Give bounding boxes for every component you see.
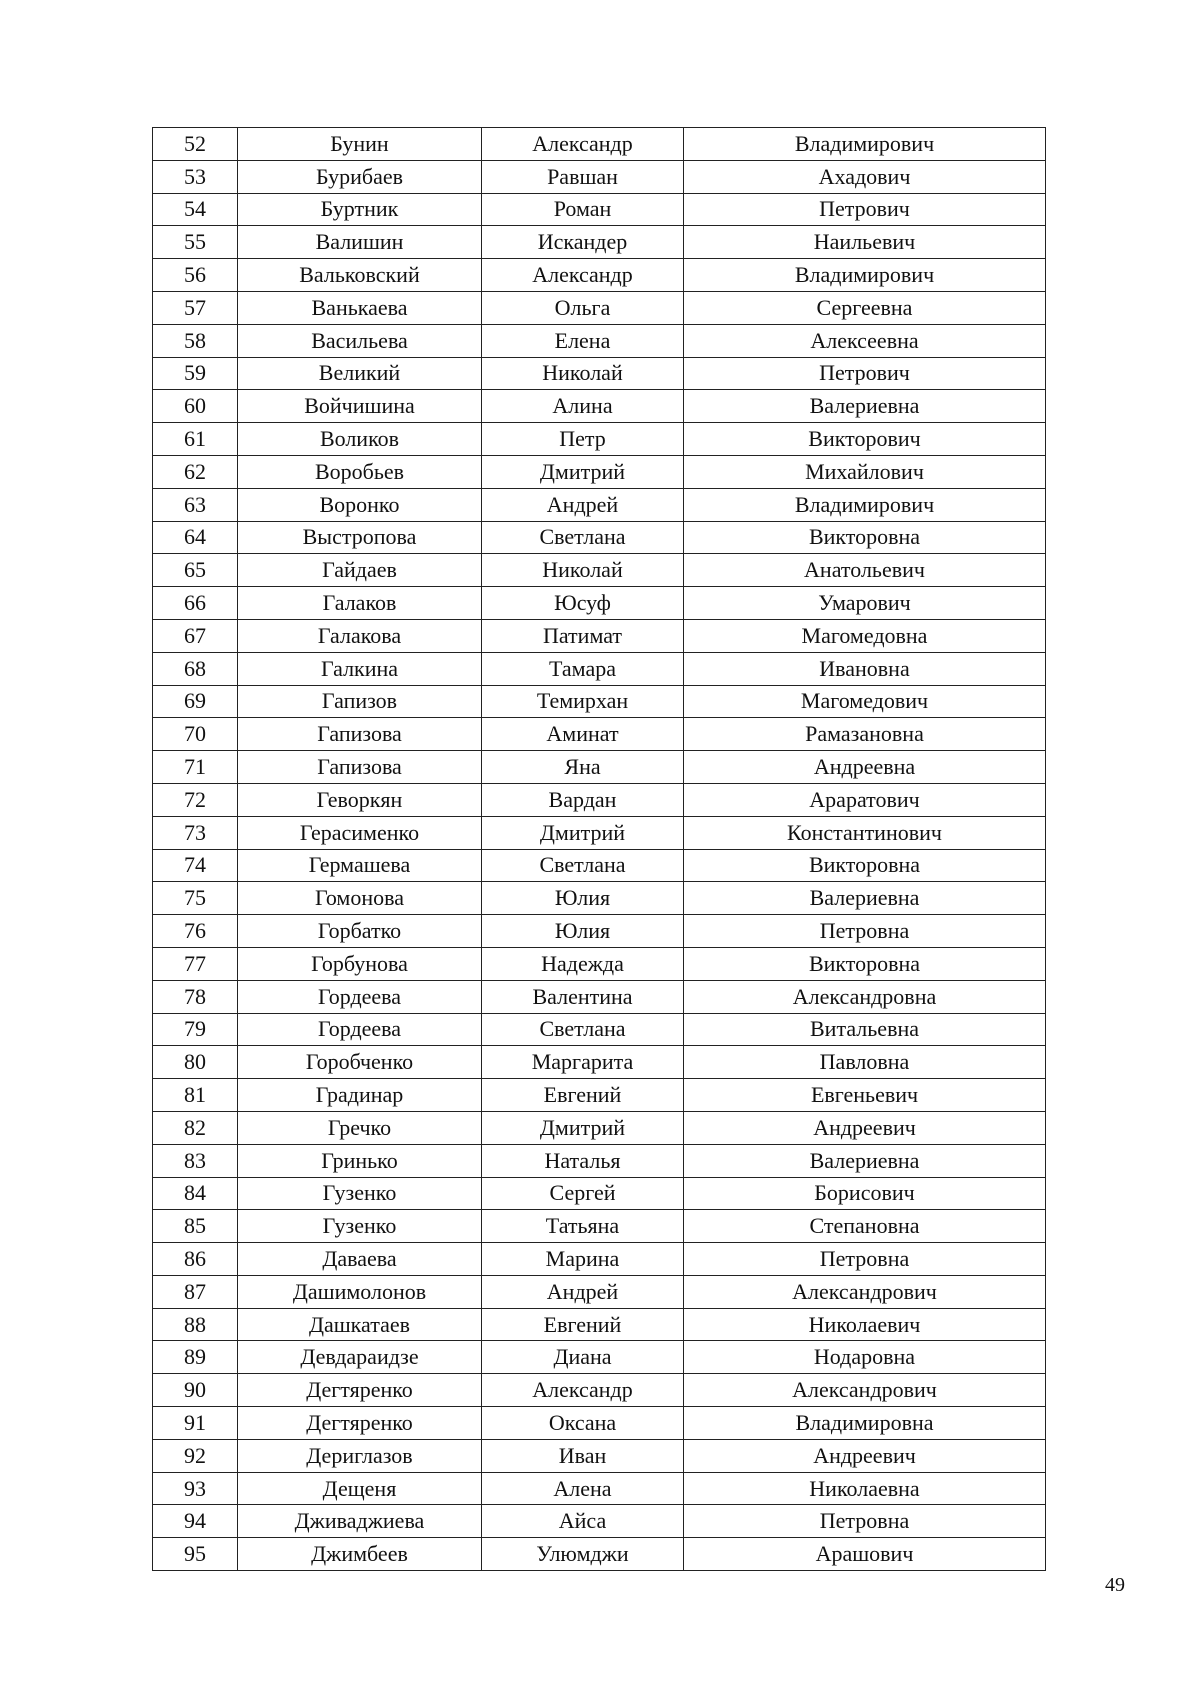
last-name-cell: Бурибаев [238,160,482,193]
first-name-cell: Юлия [482,915,684,948]
first-name-cell: Оксана [482,1407,684,1440]
last-name-cell: Гринько [238,1144,482,1177]
first-name-cell: Светлана [482,849,684,882]
patronymic-cell: Константинович [684,816,1046,849]
row-number-cell: 94 [153,1505,238,1538]
first-name-cell: Темирхан [482,685,684,718]
table-row [153,1275,1046,1308]
first-name-cell: Андрей [482,1275,684,1308]
first-name-cell: Андрей [482,488,684,521]
first-name-cell: Юсуф [482,587,684,620]
last-name-cell: Выстропова [238,521,482,554]
last-name-cell: Гапизов [238,685,482,718]
last-name-cell: Гапизова [238,718,482,751]
first-name-cell: Дмитрий [482,455,684,488]
patronymic-cell: Викторовна [684,521,1046,554]
row-number-cell: 90 [153,1374,238,1407]
last-name-cell: Герасименко [238,816,482,849]
last-name-cell: Девдараидзе [238,1341,482,1374]
row-number-cell: 88 [153,1308,238,1341]
row-number-cell: 79 [153,1013,238,1046]
last-name-cell: Дашимолонов [238,1275,482,1308]
patronymic-cell: Петровна [684,915,1046,948]
row-number-cell: 64 [153,521,238,554]
first-name-cell: Александр [482,1374,684,1407]
first-name-cell: Марина [482,1243,684,1276]
first-name-cell: Валентина [482,980,684,1013]
row-number-cell: 56 [153,259,238,292]
last-name-cell: Гречко [238,1111,482,1144]
table-row [153,1308,1046,1341]
table-row [153,1439,1046,1472]
row-number-cell: 74 [153,849,238,882]
row-number-cell: 93 [153,1472,238,1505]
last-name-cell: Гапизова [238,751,482,784]
table-row [153,1472,1046,1505]
last-name-cell: Галкина [238,652,482,685]
patronymic-cell: Николаевна [684,1472,1046,1505]
first-name-cell: Татьяна [482,1210,684,1243]
row-number-cell: 86 [153,1243,238,1276]
first-name-cell: Алена [482,1472,684,1505]
patronymic-cell: Магомедовна [684,619,1046,652]
patronymic-cell: Петровна [684,1243,1046,1276]
row-number-cell: 92 [153,1439,238,1472]
table-row [153,1177,1046,1210]
table-row [153,816,1046,849]
table-row [153,1144,1046,1177]
patronymic-cell: Ахадович [684,160,1046,193]
row-number-cell: 76 [153,915,238,948]
row-number-cell: 65 [153,554,238,587]
table-row [153,718,1046,751]
row-number-cell: 84 [153,1177,238,1210]
table-row [153,1538,1046,1571]
first-name-cell: Улюмджи [482,1538,684,1571]
first-name-cell: Александр [482,128,684,161]
patronymic-cell: Александрович [684,1275,1046,1308]
table-row [153,1079,1046,1112]
patronymic-cell: Сергеевна [684,291,1046,324]
roster-table-body [153,128,1046,1571]
last-name-cell: Вальковский [238,259,482,292]
table-row [153,1374,1046,1407]
row-number-cell: 67 [153,619,238,652]
row-number-cell: 58 [153,324,238,357]
first-name-cell: Яна [482,751,684,784]
first-name-cell: Искандер [482,226,684,259]
first-name-cell: Надежда [482,947,684,980]
patronymic-cell: Петрович [684,193,1046,226]
patronymic-cell: Валериевна [684,882,1046,915]
table-row [153,685,1046,718]
patronymic-cell: Петровна [684,1505,1046,1538]
first-name-cell: Тамара [482,652,684,685]
patronymic-cell: Александровна [684,980,1046,1013]
table-row [153,357,1046,390]
table-row [153,1210,1046,1243]
table-row [153,751,1046,784]
patronymic-cell: Павловна [684,1046,1046,1079]
last-name-cell: Галакова [238,619,482,652]
table-row [153,1505,1046,1538]
row-number-cell: 71 [153,751,238,784]
last-name-cell: Горбунова [238,947,482,980]
row-number-cell: 53 [153,160,238,193]
first-name-cell: Маргарита [482,1046,684,1079]
first-name-cell: Александр [482,259,684,292]
row-number-cell: 62 [153,455,238,488]
row-number-cell: 87 [153,1275,238,1308]
last-name-cell: Даваева [238,1243,482,1276]
patronymic-cell: Борисович [684,1177,1046,1210]
last-name-cell: Дживаджиева [238,1505,482,1538]
patronymic-cell: Викторовна [684,849,1046,882]
patronymic-cell: Андреевич [684,1439,1046,1472]
table-row [153,915,1046,948]
last-name-cell: Дегтяренко [238,1407,482,1440]
patronymic-cell: Наильевич [684,226,1046,259]
row-number-cell: 68 [153,652,238,685]
last-name-cell: Гордеева [238,980,482,1013]
last-name-cell: Градинар [238,1079,482,1112]
first-name-cell: Иван [482,1439,684,1472]
table-row [153,455,1046,488]
row-number-cell: 69 [153,685,238,718]
last-name-cell: Воликов [238,423,482,456]
row-number-cell: 57 [153,291,238,324]
row-number-cell: 66 [153,587,238,620]
table-row [153,849,1046,882]
last-name-cell: Дещеня [238,1472,482,1505]
patronymic-cell: Владимирович [684,488,1046,521]
table-row [153,882,1046,915]
patronymic-cell: Викторович [684,423,1046,456]
patronymic-cell: Магомедович [684,685,1046,718]
row-number-cell: 91 [153,1407,238,1440]
first-name-cell: Евгений [482,1308,684,1341]
patronymic-cell: Ивановна [684,652,1046,685]
patronymic-cell: Степановна [684,1210,1046,1243]
first-name-cell: Дмитрий [482,1111,684,1144]
row-number-cell: 54 [153,193,238,226]
row-number-cell: 70 [153,718,238,751]
patronymic-cell: Анатольевич [684,554,1046,587]
first-name-cell: Петр [482,423,684,456]
table-row [153,160,1046,193]
row-number-cell: 83 [153,1144,238,1177]
table-row [153,1046,1046,1079]
last-name-cell: Васильева [238,324,482,357]
table-row [153,521,1046,554]
page-number: 49 [1105,1574,1125,1596]
last-name-cell: Горбатко [238,915,482,948]
last-name-cell: Гордеева [238,1013,482,1046]
table-row [153,488,1046,521]
patronymic-cell: Михайлович [684,455,1046,488]
table-row [153,1341,1046,1374]
table-row [153,193,1046,226]
patronymic-cell: Александрович [684,1374,1046,1407]
row-number-cell: 75 [153,882,238,915]
table-row [153,587,1046,620]
row-number-cell: 82 [153,1111,238,1144]
table-row [153,1243,1046,1276]
row-number-cell: 55 [153,226,238,259]
row-number-cell: 52 [153,128,238,161]
last-name-cell: Войчишина [238,390,482,423]
patronymic-cell: Андреевна [684,751,1046,784]
first-name-cell: Николай [482,554,684,587]
row-number-cell: 59 [153,357,238,390]
first-name-cell: Евгений [482,1079,684,1112]
last-name-cell: Гайдаев [238,554,482,587]
patronymic-cell: Евгеньевич [684,1079,1046,1112]
row-number-cell: 81 [153,1079,238,1112]
row-number-cell: 63 [153,488,238,521]
table-row [153,128,1046,161]
table-row [153,1407,1046,1440]
first-name-cell: Айса [482,1505,684,1538]
last-name-cell: Гузенко [238,1177,482,1210]
row-number-cell: 80 [153,1046,238,1079]
table-row [153,947,1046,980]
first-name-cell: Патимат [482,619,684,652]
row-number-cell: 85 [153,1210,238,1243]
patronymic-cell: Рамазановна [684,718,1046,751]
table-row [153,652,1046,685]
patronymic-cell: Викторовна [684,947,1046,980]
row-number-cell: 61 [153,423,238,456]
patronymic-cell: Умарович [684,587,1046,620]
last-name-cell: Гермашева [238,849,482,882]
first-name-cell: Юлия [482,882,684,915]
last-name-cell: Геворкян [238,783,482,816]
last-name-cell: Воронко [238,488,482,521]
first-name-cell: Светлана [482,521,684,554]
first-name-cell: Равшан [482,160,684,193]
row-number-cell: 60 [153,390,238,423]
last-name-cell: Валишин [238,226,482,259]
last-name-cell: Джимбеев [238,1538,482,1571]
patronymic-cell: Владимировна [684,1407,1046,1440]
table-row [153,423,1046,456]
last-name-cell: Ванькаева [238,291,482,324]
table-row [153,390,1046,423]
last-name-cell: Дашкатаев [238,1308,482,1341]
first-name-cell: Сергей [482,1177,684,1210]
patronymic-cell: Андреевич [684,1111,1046,1144]
patronymic-cell: Витальевна [684,1013,1046,1046]
last-name-cell: Галаков [238,587,482,620]
patronymic-cell: Петрович [684,357,1046,390]
first-name-cell: Диана [482,1341,684,1374]
patronymic-cell: Владимирович [684,259,1046,292]
first-name-cell: Алина [482,390,684,423]
last-name-cell: Дегтяренко [238,1374,482,1407]
row-number-cell: 72 [153,783,238,816]
last-name-cell: Бунин [238,128,482,161]
patronymic-cell: Нодаровна [684,1341,1046,1374]
row-number-cell: 73 [153,816,238,849]
first-name-cell: Вардан [482,783,684,816]
table-row [153,783,1046,816]
table-row [153,980,1046,1013]
patronymic-cell: Владимирович [684,128,1046,161]
first-name-cell: Наталья [482,1144,684,1177]
first-name-cell: Елена [482,324,684,357]
table-row [153,226,1046,259]
row-number-cell: 77 [153,947,238,980]
first-name-cell: Дмитрий [482,816,684,849]
row-number-cell: 95 [153,1538,238,1571]
last-name-cell: Воробьев [238,455,482,488]
first-name-cell: Николай [482,357,684,390]
last-name-cell: Великий [238,357,482,390]
last-name-cell: Буртник [238,193,482,226]
last-name-cell: Гомонова [238,882,482,915]
last-name-cell: Горобченко [238,1046,482,1079]
roster-table [152,127,1046,1571]
table-row [153,259,1046,292]
last-name-cell: Дериглазов [238,1439,482,1472]
table-row [153,1013,1046,1046]
row-number-cell: 89 [153,1341,238,1374]
table-row [153,324,1046,357]
first-name-cell: Ольга [482,291,684,324]
row-number-cell: 78 [153,980,238,1013]
patronymic-cell: Араратович [684,783,1046,816]
patronymic-cell: Николаевич [684,1308,1046,1341]
table-row [153,554,1046,587]
table-row [153,619,1046,652]
patronymic-cell: Валериевна [684,390,1046,423]
table-row [153,291,1046,324]
last-name-cell: Гузенко [238,1210,482,1243]
table-row [153,1111,1046,1144]
patronymic-cell: Валериевна [684,1144,1046,1177]
first-name-cell: Светлана [482,1013,684,1046]
first-name-cell: Роман [482,193,684,226]
first-name-cell: Аминат [482,718,684,751]
patronymic-cell: Арашович [684,1538,1046,1571]
patronymic-cell: Алексеевна [684,324,1046,357]
